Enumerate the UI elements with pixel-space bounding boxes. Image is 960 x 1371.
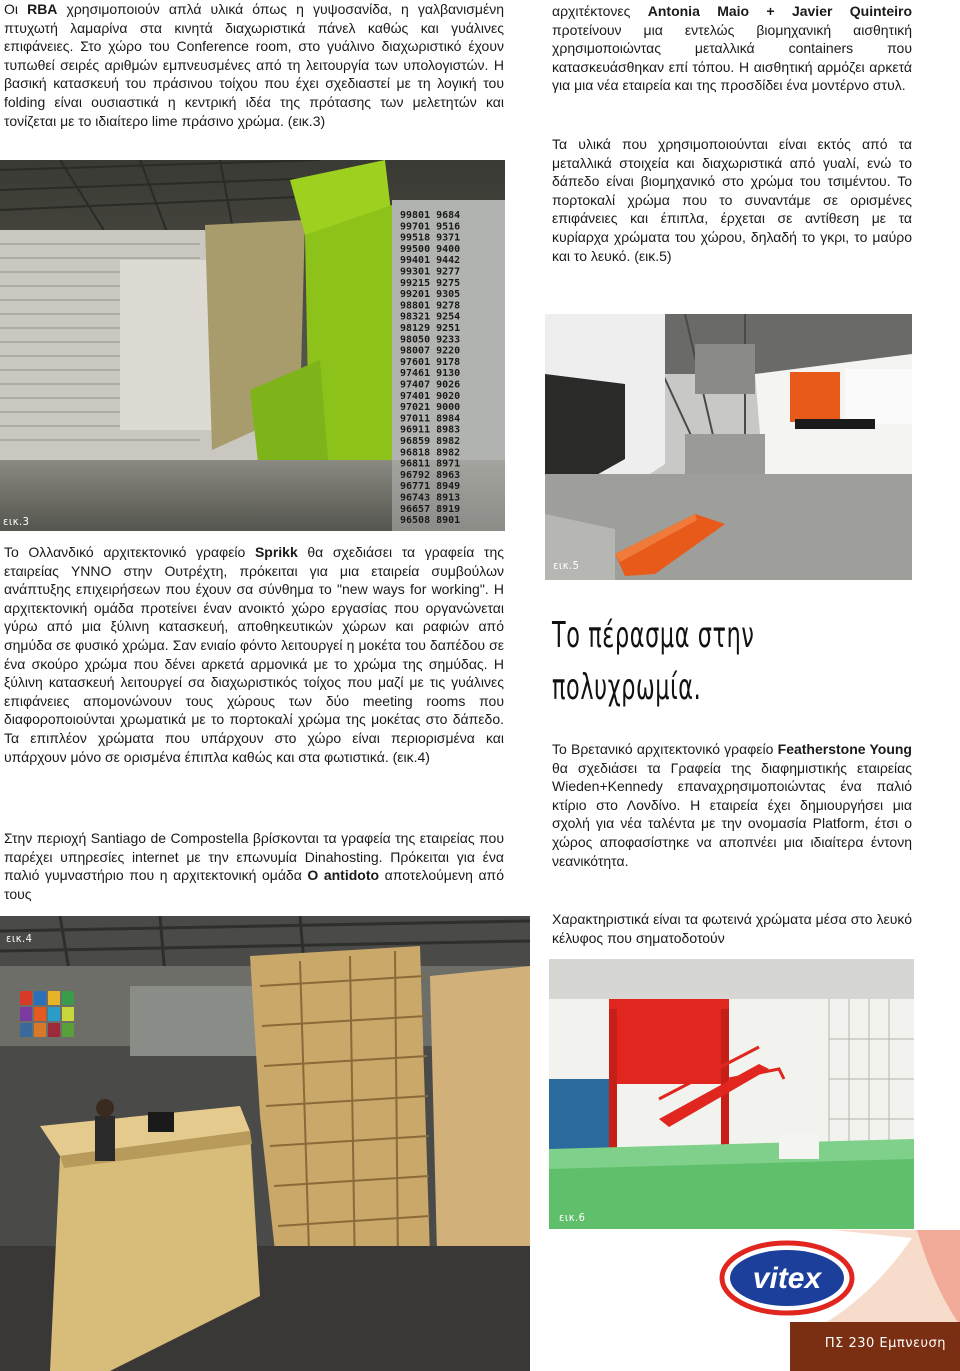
glass-printed-numbers [400, 210, 460, 526]
figure-3-photo [0, 160, 505, 531]
glass-number-row: 99500 9400 [400, 243, 461, 255]
glass-number-row: 96792 8963 [400, 469, 461, 481]
featherstone-paragraph: Το Βρετανικό αρχιτεκτονικό γραφείο Featherstone Young θα σχεδιάσει τα Γραφεία της διαφημιστικής εταιρείας Wieden+Kennedy επαναχρησιμοποιώντας ένα παλιό κτίριο στο Λονδίνο. Η εταιρεία έχει δημιουργήσει μια σχολή για νέα ταλέντα με την ονομασία Platform, έτσι ο χώρος αποφασίστηκε να αποπνέει μια ιδιαίτερα έντονη νεανικότητα. [552, 741, 912, 869]
glass-number-row: 96818 8982 [400, 447, 461, 459]
glass-number-row: 97011 8984 [400, 413, 461, 425]
footer-label: ΠΣ 230 Εμπνευση [824, 1336, 946, 1351]
headline-line-1: Το πέρασμα στην [552, 615, 755, 656]
logo-wordmark: vitex [752, 1262, 822, 1295]
sprikk-paragraph: Το Ολλανδικό αρχιτεκτονικό γραφείο Sprikk θα σχεδιάσει τα γραφεία της εταιρείας YNNO στην Ουτρέχτη, πρόκειται για μια εταιρεία συμβούλων ανάπτυξης επιχειρήσεων που έχουν σα σύνθημα το "new ways for working". Η αρχιτεκτονική ομάδα προτείνει έναν ανοικτό χώρο εργασίας που οργανώνεται γύρω από μια ξύλινη κατασκευή, αποθηκευτικών χώρων και ραφιών από σημύδα σε φυσικό χρώμα. Σαν ενιαίο φόντο λειτουργεί η μοκέτα του δαπέδου σε ένα σκούρο χρώμα που δένει αρκετά αρμονικά με το χρώμα της σημύδας. Η ξύλινη κατασκευή λειτουργεί σα διαχωριστικός τοίχος που μαζί με τις γυάλινες επιφάνειες απομονώνουν τους χώρους των δύο meeting rooms που διαφοροποιούνται χρωματικά με το πορτοκαλί χρώμα της μοκέτας στο δάπεδο. Τα επιπλέον χρώματα που υπάρχουν στο χώρο είναι περιορισμένα και υπάρχουν μόνο σε ορισμένα έπιπλα καθώς και στα φωτιστικά. (εικ.4) [4, 544, 504, 765]
glass-number-row: 99301 9277 [400, 266, 461, 278]
materials-paragraph: Τα υλικά που χρησιμοποιούνται είναι εκτός από τα μεταλλικά στοιχεία και διαχωριστικά από γυαλί, ενώ το δάπεδο είναι βιομηχανικό στο χρώμα του τσιμέντου. Το πορτοκαλί χρώμα που το συναντάμε σε ορισμένες επιφάνειες και έπιπλα, έρχεται σε αντίθεση με τα κυρίαρχα χρώματα του χώρου, δηλαδή το γκρι, το μαύρο και το λευκό. (εικ.5) [552, 136, 912, 264]
glass-number-row: 98801 9278 [400, 300, 461, 312]
glass-number-row: 98007 9220 [400, 345, 461, 357]
dinahosting-paragraph: Στην περιοχή Santiago de Compostella βρίσκονται τα γραφεία της εταιρείας που παρέχει υπηρεσίες internet με την επωνυμία Dinahosting. Πρόκειται για ένα παλιό γυμναστήριο που η αρχιτεκτονική ομάδα O antidoto αποτελούμενη από τους [4, 830, 504, 902]
glass-number-row: 96743 8913 [400, 492, 461, 504]
vitex-logo-image [712, 1230, 960, 1330]
glass-number-row: 97601 9178 [400, 356, 461, 368]
glass-number-row: 98050 9233 [400, 334, 461, 346]
headline-line-2: πολυχρωμία. [552, 667, 702, 708]
figure-4-photo [0, 916, 530, 1371]
glass-number-row: 97021 9000 [400, 402, 461, 414]
office-desk-image [0, 916, 530, 1371]
glass-number-row: 99401 9442 [400, 255, 461, 267]
glass-number-row: 96508 8901 [400, 515, 461, 527]
glass-number-row: 98129 9251 [400, 323, 461, 334]
vitex-logo [712, 1230, 960, 1330]
figure-6-photo [549, 959, 914, 1229]
glass-number-row: 99215 9275 [400, 277, 461, 289]
glass-number-row: 98321 9254 [400, 311, 461, 323]
glass-number-row: 99701 9516 [400, 221, 461, 233]
glass-number-row: 99201 9305 [400, 289, 461, 301]
red-staircase-image [549, 959, 914, 1229]
figure-6-caption: εικ.6 [559, 1211, 586, 1224]
colors-paragraph: Χαρακτηριστικά είναι τα φωτεινά χρώματα μέσα στο λευκό κέλυφος που σηματοδοτούν [552, 911, 912, 946]
glass-number-row: 99801 9684 [400, 210, 461, 221]
figure-4-caption: εικ.4 [6, 932, 33, 945]
section-headline [552, 610, 788, 714]
antidoto-paragraph: αρχιτέκτονες Antonia Maio + Javier Quinteiro προτείνουν μια εντελώς βιομηχανική αισθητική χρησιμοποιώντας μεταλλικά containers που κατασκευάσθηκαν επί τόπου. Η αισθητική αρμόζει αρκετά για μια νέα εταιρεία και της προσδίδει ένα μοντέρνο στυλ. [552, 3, 912, 94]
figure-5-caption: εικ.5 [553, 559, 580, 572]
glass-number-row: 97401 9020 [400, 390, 461, 402]
conference-room-image [0, 160, 505, 531]
figure-5-photo [545, 314, 912, 580]
glass-number-row: 97407 9026 [400, 379, 461, 391]
glass-number-row: 96911 8983 [400, 424, 461, 436]
industrial-office-image [545, 314, 912, 580]
glass-number-row: 96771 8949 [400, 481, 461, 493]
glass-number-row: 96859 8982 [400, 436, 461, 447]
page-footer [790, 1322, 960, 1371]
glass-number-row: 97461 9130 [400, 368, 461, 380]
intro-paragraph: Οι RBA χρησιμοποιούν απλά υλικά όπως η γυψοσανίδα, η γαλβανισμένη πτυχωτή λαμαρίνα στα κινητά διαχωριστικά πάνελ καθώς και γυάλινες επιφάνειες. Στο χώρο του Conference room, στο γυάλινο διαχωριστικό έχουν τυπωθεί σειρές αριθμών εμπνευσμένες από τη λειτουργία των υπολογιστών. Η βασική κατασκευή του πράσινου τοίχου που έχει σχεδιαστεί με τη λογική του folding είναι ουσιαστικά η κεντρική ιδέα της πρότασης των μελετητών και τονίζεται με το ιδιαίτερο lime πράσινο χρώμα. (εικ.3) [4, 1, 504, 129]
figure-3-caption: εικ.3 [3, 515, 30, 528]
glass-number-row: 99518 9371 [400, 232, 461, 244]
glass-number-row: 96811 8971 [400, 458, 461, 470]
glass-number-row: 96657 8919 [400, 503, 461, 515]
